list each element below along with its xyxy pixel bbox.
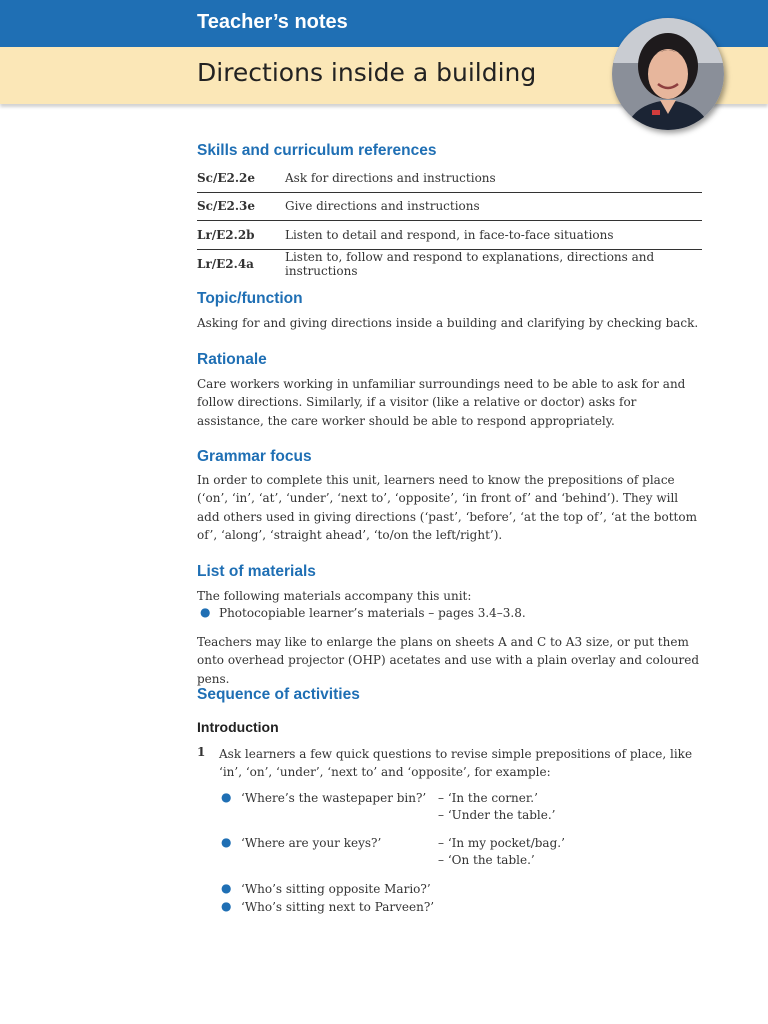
step-number: 1: [197, 745, 206, 759]
ref-code: Sc/E2.2e: [197, 164, 285, 192]
ref-code: Lr/E2.2b: [197, 221, 285, 250]
table-row: [197, 192, 702, 221]
portrait-photo: [612, 18, 724, 130]
skills-heading: Skills and curriculum references: [197, 142, 437, 159]
example-answer: – ‘In the corner.’: [438, 791, 538, 805]
materials-intro: The following materials accompany this unit:: [197, 589, 472, 603]
introduction-subheading: Introduction: [197, 719, 279, 735]
ref-code: Sc/E2.3e: [197, 192, 285, 221]
example-question: ‘Where are your keys?’: [241, 836, 382, 850]
topic-text: Asking for and giving directions inside a building and clarifying by checking back.: [197, 316, 699, 330]
table-row: [197, 164, 702, 192]
example-answer: – ‘Under the table.’: [438, 808, 556, 822]
rationale-text: Care workers working in unfamiliar surroundings need to be able to ask for and follow directions. Similarly, if a visitor (like a relative or doctor) asks for assistance, the care worker should be able to respond appropriately.: [197, 377, 686, 428]
bullet-icon: ●: [200, 605, 211, 619]
portrait-image: [612, 18, 724, 130]
materials-note: Teachers may like to enlarge the plans on sheets A and C to A3 size, or put them onto overhead projector (OHP) acetates and use with a plain overlay and coloured pens.: [197, 635, 700, 686]
example-question: ‘Who’s sitting next to Parveen?’: [241, 900, 435, 914]
ref-description: Ask for directions and instructions: [285, 164, 702, 192]
topic-heading: Topic/function: [197, 290, 303, 307]
header-label: Teacher’s notes: [197, 11, 348, 33]
table-row: [197, 249, 702, 278]
grammar-text: In order to complete this unit, learners need to know the prepositions of place (‘on’, ‘in’, ‘at’, ‘under’, ‘next to’, ‘opposite’, ‘in front of’ and ‘behind’). They will add others used in giving directions (‘past’, ‘before’, ‘at the top of’, ‘at the bottom of’, ‘along’, ‘straight ahead’, ‘to/on the left/right’).: [197, 473, 697, 542]
example-question: ‘Where’s the wastepaper bin?’: [241, 791, 427, 805]
example-answer: – ‘On the table.’: [438, 853, 535, 867]
bullet-icon: ●: [221, 835, 232, 849]
ref-code: Lr/E2.4a: [197, 256, 254, 271]
bullet-icon: ●: [221, 790, 232, 804]
rationale-heading: Rationale: [197, 351, 267, 368]
ref-description: Listen to, follow and respond to explanations, directions and instructions: [285, 249, 655, 278]
bullet-icon: ●: [221, 881, 232, 895]
sequence-heading: Sequence of activities: [197, 686, 360, 703]
materials-heading: List of materials: [197, 563, 316, 580]
bullet-icon: ●: [221, 899, 232, 913]
table-row: [197, 221, 702, 250]
page-title: Directions inside a building: [197, 58, 537, 87]
ref-description: Give directions and instructions: [285, 192, 702, 221]
example-question: ‘Who’s sitting opposite Mario?’: [241, 882, 431, 896]
step-text: Ask learners a few quick questions to revise simple prepositions of place, like ‘in’, ‘on’, ‘under’, ‘next to’ and ‘opposite’, for example:: [219, 747, 693, 780]
materials-bullet: Photocopiable learner’s materials – pages 3.4–3.8.: [219, 606, 526, 620]
grammar-heading: Grammar focus: [197, 448, 312, 465]
curriculum-table: [197, 164, 702, 278]
ref-description: Listen to detail and respond, in face-to-face situations: [285, 221, 702, 250]
example-answer: – ‘In my pocket/bag.’: [438, 836, 565, 850]
